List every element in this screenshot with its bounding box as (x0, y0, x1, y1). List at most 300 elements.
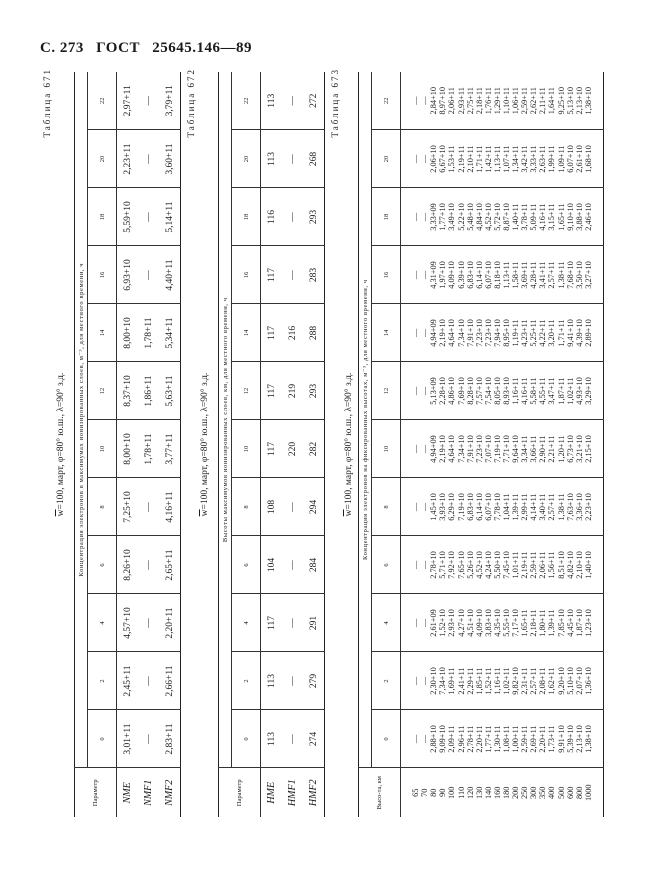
table-cell: 2,19+10 (438, 304, 447, 362)
table-cell: 1,42+11 (484, 130, 493, 188)
subheader: Концентрация электронов на фиксированных высотах, м⁻³, для местного времени, ч (359, 72, 372, 768)
hour-header: 20 (232, 130, 261, 188)
table-cell: 2,08+11 (538, 652, 547, 710)
spacer-cell (401, 188, 412, 246)
table-cell: — (138, 710, 159, 768)
table-cell: 6,07+10 (484, 246, 493, 304)
table-cell: 282 (303, 420, 325, 478)
param-name: NMF1 (138, 768, 159, 817)
table-cell: — (411, 304, 420, 362)
table-cell: 7,34+10 (456, 304, 465, 362)
table-cell: 1,52+10 (438, 594, 447, 652)
table-cell: 3,33+09 (429, 188, 438, 246)
header-row (219, 72, 232, 817)
spacer-cell (593, 188, 604, 246)
table-cell: 3,78+11 (520, 188, 529, 246)
table-row (159, 72, 181, 817)
table-cell: 2,69+11 (529, 710, 538, 768)
table-cell: 8,87+10 (502, 188, 511, 246)
table-cell: 4,39+10 (575, 304, 584, 362)
spacer-cell (593, 536, 604, 594)
table-cell: 1,08+11 (502, 710, 511, 768)
table-cell: 7,54+10 (484, 362, 493, 420)
height-label: 180 (502, 768, 511, 817)
table-cell: 3,50+10 (575, 246, 584, 304)
table-cell: 2,19+11 (520, 536, 529, 594)
height-label: 120 (466, 768, 475, 817)
table-cell: 7,23+10 (475, 304, 484, 362)
table-cell: 113 (261, 652, 283, 710)
table-cell: 117 (261, 304, 283, 362)
hour-header: 12 (372, 362, 401, 420)
table-cell: 1,62+11 (547, 652, 556, 710)
table-cell: 274 (303, 710, 325, 768)
table-cell: 293 (303, 362, 325, 420)
table-cell: — (282, 652, 303, 710)
table-cell: 2,61+09 (429, 594, 438, 652)
hour-header-row (88, 72, 117, 817)
table-cell: 7,25+10 (117, 478, 139, 536)
table-cell: — (411, 594, 420, 652)
table-cell: 3,47+11 (547, 362, 556, 420)
table-cell: 4,52+10 (475, 536, 484, 594)
height-label: 90 (438, 768, 447, 817)
table-cell: 1,13+11 (493, 130, 502, 188)
table-cell: — (420, 246, 429, 304)
table-cell: 2,75+11 (466, 72, 475, 130)
table-cell: 2,11+11 (538, 72, 547, 130)
table-cell: — (138, 246, 159, 304)
height-label: 160 (493, 768, 502, 817)
table-row (447, 72, 456, 817)
table-cell: — (138, 652, 159, 710)
table-row (411, 72, 420, 817)
table-cell: 4,09+10 (447, 246, 456, 304)
table-cell: 4,28+11 (529, 246, 538, 304)
spacer-cell (401, 246, 412, 304)
hour-header: 8 (232, 478, 261, 536)
table-cell: 7,07+10 (484, 420, 493, 478)
table-cell: 2,89+10 (584, 304, 593, 362)
table-cell: 2,57+11 (529, 652, 538, 710)
table-cell: 7,23+10 (475, 420, 484, 478)
table-cell: 1,56+11 (547, 536, 556, 594)
table-row (261, 72, 283, 817)
height-label: 800 (575, 768, 584, 817)
table-cell: 1,71+11 (557, 304, 566, 362)
table-cell: — (420, 478, 429, 536)
table-cell: — (411, 536, 420, 594)
param-header: Параметр (75, 768, 117, 817)
table-cell: 4,14+11 (529, 478, 538, 536)
table-cell: 113 (261, 130, 283, 188)
table-cell: 2,30+10 (429, 652, 438, 710)
hour-header: 14 (232, 304, 261, 362)
table-cell: — (411, 420, 420, 478)
table-cell: 8,51+10 (557, 536, 566, 594)
hour-header: 22 (372, 72, 401, 130)
table-cell: 5,13+10 (566, 72, 575, 130)
table-cell: 2,07+10 (575, 652, 584, 710)
height-label: 110 (456, 768, 465, 817)
table-cell: — (282, 130, 303, 188)
table-cell: 2,10+11 (466, 130, 475, 188)
table-cell: 3,49+10 (447, 188, 456, 246)
table-cell: — (282, 246, 303, 304)
table-cell: 9,41+10 (566, 304, 575, 362)
table-cell: 2,63+11 (538, 130, 547, 188)
table-cell: 4,09+10 (475, 594, 484, 652)
hour-header: 10 (372, 420, 401, 478)
table-cell: 1,23+10 (584, 594, 593, 652)
table-caption (56, 72, 66, 817)
table-cell: 2,31+11 (520, 652, 529, 710)
table-cell: 1,86+11 (138, 362, 159, 420)
table-cell: 1,73+11 (547, 710, 556, 768)
table-cell: — (282, 188, 303, 246)
table-cell: 2,57+11 (547, 478, 556, 536)
table-row (117, 72, 139, 817)
table-cell: — (420, 362, 429, 420)
table-cell: 1,71+11 (475, 130, 484, 188)
table-673 (358, 72, 604, 817)
hour-header-row (232, 72, 261, 817)
spacer-cell (401, 478, 412, 536)
table-cell: 4,55+11 (538, 362, 547, 420)
table-cell: 7,34+10 (438, 652, 447, 710)
hour-header: 12 (88, 362, 117, 420)
table-row (566, 72, 575, 817)
table-cell: 1,76+11 (484, 72, 493, 130)
table-cell: 4,64+10 (447, 420, 456, 478)
table-cell: 291 (303, 594, 325, 652)
table-cell: — (420, 594, 429, 652)
spacer-cell (593, 710, 604, 768)
table-row (303, 72, 325, 817)
table-cell: 1,78+11 (138, 420, 159, 478)
hour-header: 2 (88, 652, 117, 710)
table-cell: 3,29+10 (584, 362, 593, 420)
table-cell: 2,13+10 (575, 72, 584, 130)
table-cell: — (420, 420, 429, 478)
table-cell: 8,05+10 (493, 362, 502, 420)
table-cell: 3,77+11 (159, 420, 181, 478)
table-cell: 1,77+11 (484, 710, 493, 768)
table-cell: 4,31+09 (429, 246, 438, 304)
table-cell: 1,69+11 (447, 652, 456, 710)
standard-number: 25645.146—89 (152, 40, 252, 56)
table-cell: — (420, 536, 429, 594)
hour-header: 4 (88, 594, 117, 652)
table-cell: 5,25+11 (529, 304, 538, 362)
table-cell: 7,94+10 (493, 304, 502, 362)
spacer-cell (593, 130, 604, 188)
table-cell: 1,78+11 (138, 304, 159, 362)
table-cell: 293 (303, 188, 325, 246)
table-cell: 1,04+11 (502, 478, 511, 536)
table-cell: 8,37+10 (117, 362, 139, 420)
table-cell: — (411, 478, 420, 536)
table-cell: 6,93+10 (117, 246, 139, 304)
header-row (75, 72, 88, 817)
table-cell: 8,26+10 (117, 536, 139, 594)
table-row (466, 72, 475, 817)
table-cell: — (420, 188, 429, 246)
table-cell: 2,90+11 (538, 420, 547, 478)
table-cell: 1,36+10 (584, 652, 593, 710)
table-cell: 5,59+10 (117, 188, 139, 246)
hour-header: 16 (372, 246, 401, 304)
height-label: 1000 (584, 768, 593, 817)
page-number: С. 273 (40, 40, 84, 56)
rotated-tables (40, 60, 620, 830)
table-cell: 2,83+11 (159, 710, 181, 768)
table-cell: 1,01+11 (511, 536, 520, 594)
spacer-cell (593, 420, 604, 478)
caption-text: =100, март, φ=80° ю.ш., λ=90° з.д. (344, 372, 354, 510)
table-cell: 1,40+11 (511, 188, 520, 246)
table-cell: 2,62+11 (529, 72, 538, 130)
table-cell: 4,86+10 (447, 362, 456, 420)
table-cell: 5,10+10 (566, 652, 575, 710)
height-label: 70 (420, 768, 429, 817)
spacer-cell (593, 362, 604, 420)
table-cell: 3,42+11 (520, 130, 529, 188)
table-cell: — (420, 130, 429, 188)
table-cell: 216 (282, 304, 303, 362)
spacer-cell (593, 72, 604, 130)
table-cell: 2,19+11 (456, 130, 465, 188)
hour-header: 14 (372, 304, 401, 362)
table-cell: 2,19+10 (438, 420, 447, 478)
table-cell: 4,45+10 (566, 594, 575, 652)
subheader: Концентрация электронов в максимумах ионизированных слоев, м⁻³, для местного времени, ч (75, 72, 88, 768)
hour-header: 6 (88, 536, 117, 594)
table-cell: 2,20+11 (475, 710, 484, 768)
table-cell: 3,21+10 (575, 420, 584, 478)
table-cell: 1,00+11 (511, 710, 520, 768)
table-cell: 2,96+11 (456, 710, 465, 768)
table-cell: 9,64+10 (511, 420, 520, 478)
height-label: 300 (529, 768, 538, 817)
subheader: Высоты максимумов ионизированных слоев, км, для местного времени, ч (219, 72, 232, 768)
table-row (557, 72, 566, 817)
caption-symbol: $\overline{w}$ (200, 509, 210, 517)
table-cell: 3,60+11 (159, 130, 181, 188)
table-cell: 4,22+11 (538, 304, 547, 362)
table-cell: 7,17+10 (511, 594, 520, 652)
hour-header: 6 (232, 536, 261, 594)
hour-header: 20 (372, 130, 401, 188)
table-cell: 5,50+10 (493, 536, 502, 594)
table-cell: 3,41+11 (538, 246, 547, 304)
table-cell: 8,00+10 (117, 420, 139, 478)
table-cell: 2,93+11 (456, 72, 465, 130)
table-cell: 2,45+11 (117, 652, 139, 710)
spacer-cell (593, 478, 604, 536)
table-cell: 117 (261, 420, 283, 478)
table-cell: — (138, 72, 159, 130)
table-cell: — (411, 362, 420, 420)
table-cell: 219 (282, 362, 303, 420)
table-cell: 5,09+11 (529, 188, 538, 246)
table-cell: — (282, 72, 303, 130)
table-cell: 6,83+10 (466, 246, 475, 304)
table-cell: 5,63+11 (159, 362, 181, 420)
table-cell: 3,69+11 (520, 246, 529, 304)
table-cell: 7,19+10 (493, 420, 502, 478)
height-label: 200 (511, 768, 520, 817)
table-cell: 5,71+10 (438, 536, 447, 594)
height-label: 500 (557, 768, 566, 817)
table-cell: 279 (303, 652, 325, 710)
height-label: 140 (484, 768, 493, 817)
caption-text: =100, март, φ=80° ю.ш., λ=90° з.д. (56, 372, 66, 510)
table-cell: — (411, 72, 420, 130)
table-cell: 4,16+11 (159, 478, 181, 536)
table-cell: 283 (303, 246, 325, 304)
hour-header: 8 (88, 478, 117, 536)
table-cell: 4,40+11 (159, 246, 181, 304)
hour-header: 12 (232, 362, 261, 420)
table-cell: — (282, 478, 303, 536)
table-cell: — (411, 710, 420, 768)
table-cell: 2,61+10 (575, 130, 584, 188)
table-672 (218, 72, 325, 817)
param-name: NME (117, 768, 139, 817)
table-cell: 6,67+10 (438, 130, 447, 188)
table-cell: 2,99+11 (520, 478, 529, 536)
table-cell: 2,06+11 (538, 536, 547, 594)
table-cell: 2,93+10 (447, 594, 456, 652)
table-cell: 3,01+11 (117, 710, 139, 768)
spacer-cell (401, 652, 412, 710)
table-cell: — (411, 130, 420, 188)
hour-header-row (372, 72, 401, 817)
table-cell: 2,59+11 (529, 536, 538, 594)
table-label: Таблица 671 (42, 68, 52, 138)
table-cell: 4,52+10 (484, 188, 493, 246)
table-cell: 4,35+10 (493, 594, 502, 652)
param-header: Параметр (219, 768, 261, 817)
table-cell: 7,69+10 (456, 362, 465, 420)
table-cell: 3,40+11 (538, 478, 547, 536)
table-cell: 3,20+11 (547, 304, 556, 362)
table-cell: 1,19+11 (511, 304, 520, 362)
table-row (575, 72, 584, 817)
table-cell: 6,14+10 (475, 246, 484, 304)
table-cell: — (282, 536, 303, 594)
table-cell: — (411, 652, 420, 710)
table-cell: 4,16+11 (520, 362, 529, 420)
table-cell: 8,28+10 (466, 362, 475, 420)
table-row (438, 72, 447, 817)
table-cell: 4,23+11 (520, 304, 529, 362)
table-cell: 1,97+10 (438, 246, 447, 304)
table-cell: 7,78+10 (493, 478, 502, 536)
param-name: HME (261, 768, 283, 817)
hour-header: 8 (372, 478, 401, 536)
table-cell: 2,13+10 (575, 710, 584, 768)
table-cell: 4,57+10 (117, 594, 139, 652)
table-671 (74, 72, 181, 817)
table-cell: 2,59+11 (520, 72, 529, 130)
table-cell: 4,94+09 (429, 304, 438, 362)
table-cell: 4,93+10 (575, 362, 584, 420)
table-cell: 6,29+10 (447, 478, 456, 536)
table-cell: 1,02+11 (566, 362, 575, 420)
table-row (529, 72, 538, 817)
table-row (420, 72, 429, 817)
height-label: 400 (547, 768, 556, 817)
table-cell: 2,18+11 (475, 72, 484, 130)
hour-header: 10 (88, 420, 117, 478)
table-cell: 7,45+10 (502, 536, 511, 594)
table-cell: 7,71+10 (502, 420, 511, 478)
table-cell: 113 (261, 72, 283, 130)
table-cell: 4,27+10 (456, 594, 465, 652)
spacer-cell (401, 710, 412, 768)
table-cell: 2,09+11 (447, 710, 456, 768)
table-cell: 5,72+10 (493, 188, 502, 246)
table-cell: 3,93+10 (438, 478, 447, 536)
table-cell: 1,64+11 (547, 72, 556, 130)
spacer-cell (401, 536, 412, 594)
hour-header: 20 (88, 130, 117, 188)
table-cell: 1,80+11 (538, 594, 547, 652)
table-cell: 4,16+11 (538, 188, 547, 246)
table-cell: 1,02+11 (502, 652, 511, 710)
table-cell: 4,64+10 (447, 304, 456, 362)
table-cell: 1,77+10 (438, 188, 447, 246)
table-cell: 1,87+11 (557, 362, 566, 420)
table-cell: 2,21+11 (547, 420, 556, 478)
standard-label: ГОСТ (96, 40, 140, 56)
table-cell: 2,41+11 (456, 652, 465, 710)
table-cell: 9,09+10 (438, 710, 447, 768)
table-cell: 284 (303, 536, 325, 594)
hour-header: 4 (372, 594, 401, 652)
table-cell: 1,38+10 (584, 710, 593, 768)
table-cell: 294 (303, 478, 325, 536)
spacer-cell (401, 72, 412, 130)
table-cell: 2,84+10 (429, 72, 438, 130)
table-cell: 5,58+11 (529, 362, 538, 420)
table-cell: — (420, 72, 429, 130)
table-cell: 1,58+11 (511, 246, 520, 304)
table-cell: 1,06+11 (511, 72, 520, 130)
hour-header: 2 (232, 652, 261, 710)
table-cell: 1,16+11 (493, 652, 502, 710)
table-cell: 2,57+11 (547, 246, 556, 304)
table-label: Таблица 673 (330, 68, 340, 138)
caption-symbol: $\overline{w}$ (56, 509, 66, 517)
height-label: 130 (475, 768, 484, 817)
spacer-cell (593, 652, 604, 710)
table-cell: 6,73+10 (566, 420, 575, 478)
table-row (475, 72, 484, 817)
table-cell: 9,10+10 (566, 188, 575, 246)
spacer-cell (593, 594, 604, 652)
table-cell: 3,83+10 (484, 594, 493, 652)
hour-header: 0 (88, 710, 117, 768)
table-cell: 1,38+10 (584, 72, 593, 130)
hour-header: 18 (88, 188, 117, 246)
table-cell: 1,09+11 (557, 130, 566, 188)
spacer-row (401, 72, 412, 817)
table-cell: 7,19+10 (456, 478, 465, 536)
table-cell: 3,79+11 (159, 72, 181, 130)
